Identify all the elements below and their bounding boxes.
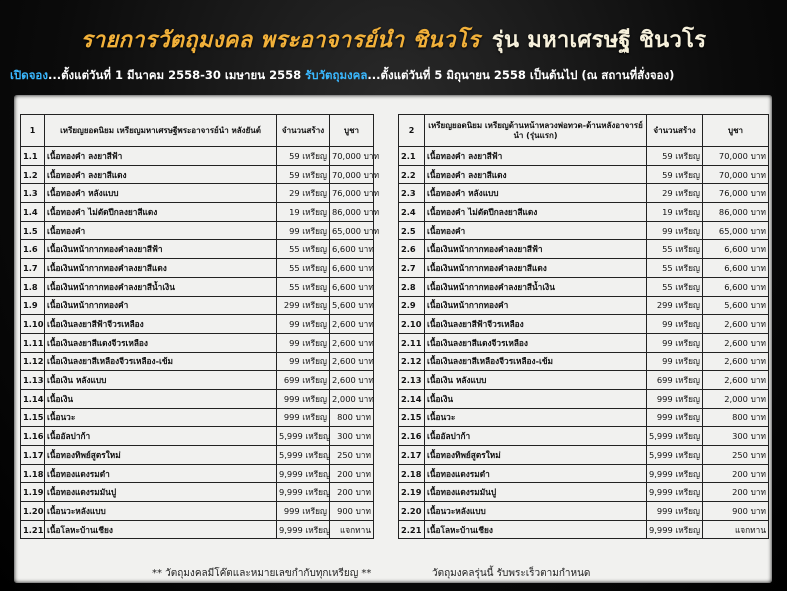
table-row — [21, 259, 374, 278]
item-quantity: 9,999 เหรียญ — [647, 520, 703, 539]
item-price: 800 บาท — [703, 408, 769, 427]
item-name: เนื้อเงินหน้ากากทองคำลงยาสีฟ้า — [425, 240, 647, 259]
row-number: 2.1 — [399, 147, 425, 166]
item-name: เนื้อเงินลงยาสีฟ้าจีวรเหลือง — [425, 315, 647, 334]
item-quantity: 29 เหรียญ — [277, 184, 330, 203]
item-price: 6,600 บาท — [703, 240, 769, 259]
table-row — [21, 165, 374, 184]
table-row — [21, 240, 374, 259]
qty-column-header: จำนวนสร้าง — [277, 115, 330, 147]
table-row — [21, 520, 374, 539]
price-table-2 — [398, 114, 769, 539]
row-number: 1.21 — [21, 520, 45, 539]
item-price: 300 บาท — [330, 427, 374, 446]
item-quantity: 19 เหรียญ — [647, 203, 703, 222]
footer-note-right: วัตถุมงคลรุ่นนี้ รับพระเร็วตามกำหนด — [432, 568, 591, 579]
item-quantity: 9,999 เหรียญ — [277, 520, 330, 539]
table-header-row — [21, 115, 374, 147]
item-price: 200 บาท — [703, 483, 769, 502]
item-name: เนื้อทองคำ — [425, 221, 647, 240]
item-quantity: 99 เหรียญ — [647, 352, 703, 371]
row-number: 2.21 — [399, 520, 425, 539]
row-number: 1.5 — [21, 221, 45, 240]
row-number: 2.11 — [399, 333, 425, 352]
table-row — [399, 502, 769, 521]
row-number: 2.13 — [399, 371, 425, 390]
item-quantity: 99 เหรียญ — [647, 333, 703, 352]
table-row — [21, 315, 374, 334]
item-quantity: 55 เหรียญ — [277, 240, 330, 259]
item-price: แจกทาน — [330, 520, 374, 539]
table-row — [21, 352, 374, 371]
item-name: เนื้อเงินหน้ากากทองคำ — [425, 296, 647, 315]
item-quantity: 5,999 เหรียญ — [277, 427, 330, 446]
item-price: แจกทาน — [703, 520, 769, 539]
table-row — [399, 352, 769, 371]
table-row — [21, 277, 374, 296]
row-number: 1.12 — [21, 352, 45, 371]
item-name: เนื้อทองทิพย์สูตรใหม่ — [45, 446, 277, 465]
title-series: รุ่น มหาเศรษฐี ชินวโร — [491, 28, 707, 53]
item-name: เนื้อนวะ — [425, 408, 647, 427]
row-number: 2.2 — [399, 165, 425, 184]
row-number: 1.6 — [21, 240, 45, 259]
item-price: 5,600 บาท — [703, 296, 769, 315]
item-name: เนื้อเงินหน้ากากทองคำลงยาสีน้ำเงิน — [45, 277, 277, 296]
item-name: เนื้อทองแดงรมมันปู — [45, 483, 277, 502]
item-quantity: 99 เหรียญ — [277, 221, 330, 240]
row-number: 1.18 — [21, 464, 45, 483]
item-name: เนื้อทองคำ — [45, 221, 277, 240]
item-name: เนื้อเงินลงยาสีเหลืองจีวรเหลือง-เข้ม — [45, 352, 277, 371]
table-row — [399, 371, 769, 390]
item-price: 6,600 บาท — [330, 277, 374, 296]
item-price: 900 บาท — [703, 502, 769, 521]
item-price: 200 บาท — [703, 464, 769, 483]
table-row — [21, 483, 374, 502]
item-quantity: 5,999 เหรียญ — [647, 446, 703, 465]
page-title — [0, 22, 787, 57]
item-price: 2,000 บาท — [330, 389, 374, 408]
item-quantity: 99 เหรียญ — [647, 221, 703, 240]
item-quantity: 9,999 เหรียญ — [277, 483, 330, 502]
row-number: 1.16 — [21, 427, 45, 446]
item-name: เนื้ออัลปาก้า — [425, 427, 647, 446]
item-name: เนื้อทองคำ ลงยาสีฟ้า — [425, 147, 647, 166]
table-row — [399, 483, 769, 502]
row-number: 1.11 — [21, 333, 45, 352]
item-price: 70,000 บาท — [330, 165, 374, 184]
item-price: 6,600 บาท — [330, 259, 374, 278]
table-row — [399, 464, 769, 483]
table-heading: เหรียญยอดนิยม เหรียญมหาเศรษฐีพระอาจารย์นำ หลังยันต์ — [45, 115, 277, 147]
item-name: เนื้อเงินหน้ากากทองคำลงยาสีฟ้า — [45, 240, 277, 259]
item-quantity: 5,999 เหรียญ — [277, 446, 330, 465]
item-name: เนื้อเงินลงยาสีเหลืองจีวรเหลือง-เข้ม — [425, 352, 647, 371]
item-quantity: 299 เหรียญ — [277, 296, 330, 315]
table-row — [399, 427, 769, 446]
row-number: 2.17 — [399, 446, 425, 465]
item-price: 200 บาท — [330, 464, 374, 483]
row-number: 1.20 — [21, 502, 45, 521]
open-dates: ...ตั้งแต่วันที่ 1 มีนาคม 2558-30 เมษายน 2558 — [47, 68, 302, 82]
item-price: 250 บาท — [330, 446, 374, 465]
table-row — [21, 371, 374, 390]
table-row — [399, 333, 769, 352]
row-number: 1.2 — [21, 165, 45, 184]
row-number: 1.9 — [21, 296, 45, 315]
table-heading: เหรียญยอดนิยม เหรียญด้านหน้าหลวงพ่อทวด-ด้านหลังอาจารย์นำ (รุ่นแรก) — [425, 115, 647, 147]
item-name: เนื้อทองคำ ไม่ตัดปีกลงยาสีแดง — [425, 203, 647, 222]
item-quantity: 29 เหรียญ — [647, 184, 703, 203]
item-price: 2,600 บาท — [703, 352, 769, 371]
item-name: เนื้อโลหะบ้านเชียง — [45, 520, 277, 539]
table-row — [399, 184, 769, 203]
row-number: 2.3 — [399, 184, 425, 203]
table-row — [21, 464, 374, 483]
row-number: 1.4 — [21, 203, 45, 222]
item-quantity: 59 เหรียญ — [647, 147, 703, 166]
table-row — [21, 147, 374, 166]
item-price: 76,000 บาท — [703, 184, 769, 203]
item-quantity: 99 เหรียญ — [277, 352, 330, 371]
item-name: เนื้อเงิน — [425, 389, 647, 408]
row-number: 1.19 — [21, 483, 45, 502]
footer-note-left: ** วัตถุมงคลมีโค๊ตและหมายเลขกำกับทุกเหรียญ ** — [152, 568, 372, 579]
row-number: 1.10 — [21, 315, 45, 334]
item-price: 200 บาท — [330, 483, 374, 502]
item-price: 6,600 บาท — [703, 277, 769, 296]
row-number: 1.15 — [21, 408, 45, 427]
item-price: 65,000 บาท — [330, 221, 374, 240]
item-quantity: 59 เหรียญ — [647, 165, 703, 184]
item-name: เนื้อเงินลงยาสีฟ้าจีวรเหลือง — [45, 315, 277, 334]
receive-dates: ...ตั้งแต่วันที่ 5 มิถุนายน 2558 เป็นต้นไป (ณ สถานที่สั่งจอง) — [367, 68, 675, 82]
row-number: 2.20 — [399, 502, 425, 521]
item-quantity: 9,999 เหรียญ — [647, 464, 703, 483]
row-number: 2.14 — [399, 389, 425, 408]
item-quantity: 59 เหรียญ — [277, 165, 330, 184]
table-row — [399, 389, 769, 408]
item-name: เนื้อทองทิพย์สูตรใหม่ — [425, 446, 647, 465]
table-row — [399, 240, 769, 259]
title-main: รายการวัตถุมงคล พระอาจารย์นำ ชินวโร — [80, 28, 480, 53]
item-price: 800 บาท — [330, 408, 374, 427]
table-row — [21, 389, 374, 408]
table-header-row — [399, 115, 769, 147]
item-price: 2,600 บาท — [330, 333, 374, 352]
item-quantity: 699 เหรียญ — [647, 371, 703, 390]
item-name: เนื้อโลหะบ้านเชียง — [425, 520, 647, 539]
table-row — [21, 427, 374, 446]
row-number: 2.10 — [399, 315, 425, 334]
row-number: 1.17 — [21, 446, 45, 465]
item-price: 2,600 บาท — [330, 315, 374, 334]
row-number: 2.7 — [399, 259, 425, 278]
price-column-header: บูชา — [330, 115, 374, 147]
item-price: 2,600 บาท — [703, 333, 769, 352]
item-name: เนื้อทองคำ หลังแบบ — [45, 184, 277, 203]
row-number: 2.19 — [399, 483, 425, 502]
price-column-header: บูชา — [703, 115, 769, 147]
item-name: เนื้อทองคำ ลงยาสีฟ้า — [45, 147, 277, 166]
item-name: เนื้อนวะ — [45, 408, 277, 427]
table-row — [399, 259, 769, 278]
table-row — [399, 277, 769, 296]
row-number: 2.8 — [399, 277, 425, 296]
item-name: เนื้อเงิน หลังแบบ — [45, 371, 277, 390]
row-number: 1.14 — [21, 389, 45, 408]
table-row — [399, 520, 769, 539]
item-quantity: 699 เหรียญ — [277, 371, 330, 390]
row-number: 1.3 — [21, 184, 45, 203]
row-number: 1.8 — [21, 277, 45, 296]
item-price: 5,600 บาท — [330, 296, 374, 315]
item-name: เนื้อทองแดงรมดำ — [45, 464, 277, 483]
table-row — [399, 296, 769, 315]
item-quantity: 55 เหรียญ — [277, 277, 330, 296]
row-number: 2.15 — [399, 408, 425, 427]
item-price: 2,000 บาท — [703, 389, 769, 408]
row-number: 2.5 — [399, 221, 425, 240]
item-quantity: 999 เหรียญ — [647, 502, 703, 521]
item-name: เนื้อทองคำ ลงยาสีแดง — [425, 165, 647, 184]
table-row — [21, 203, 374, 222]
open-label: เปิดจอง — [10, 68, 48, 82]
table-row — [21, 184, 374, 203]
item-name: เนื้ออัลปาก้า — [45, 427, 277, 446]
table-row — [399, 203, 769, 222]
item-price: 70,000 บาท — [330, 147, 374, 166]
item-price: 86,000 บาท — [703, 203, 769, 222]
item-price: 2,600 บาท — [330, 352, 374, 371]
item-quantity: 999 เหรียญ — [647, 408, 703, 427]
item-quantity: 99 เหรียญ — [647, 315, 703, 334]
item-quantity: 99 เหรียญ — [277, 315, 330, 334]
item-name: เนื้อทองแดงรมดำ — [425, 464, 647, 483]
row-number: 2.16 — [399, 427, 425, 446]
item-name: เนื้อทองแดงรมมันปู — [425, 483, 647, 502]
item-price: 65,000 บาท — [703, 221, 769, 240]
item-name: เนื้อทองคำ หลังแบบ — [425, 184, 647, 203]
item-price: 86,000 บาท — [330, 203, 374, 222]
item-quantity: 19 เหรียญ — [277, 203, 330, 222]
table-row — [21, 446, 374, 465]
item-name: เนื้อเงินลงยาสีแดงจีวรเหลือง — [425, 333, 647, 352]
item-quantity: 59 เหรียญ — [277, 147, 330, 166]
item-name: เนื้อทองคำ ลงยาสีแดง — [45, 165, 277, 184]
item-price: 70,000 บาท — [703, 165, 769, 184]
item-price: 6,600 บาท — [330, 240, 374, 259]
item-price: 6,600 บาท — [703, 259, 769, 278]
table-row — [21, 296, 374, 315]
row-number: 2.12 — [399, 352, 425, 371]
price-table-1 — [20, 114, 380, 539]
row-number: 2.18 — [399, 464, 425, 483]
table-row — [399, 221, 769, 240]
item-quantity: 999 เหรียญ — [277, 502, 330, 521]
item-name: เนื้อนวะหลังแบบ — [45, 502, 277, 521]
item-quantity: 55 เหรียญ — [277, 259, 330, 278]
item-name: เนื้อเงิน หลังแบบ — [425, 371, 647, 390]
item-name: เนื้อเงินหน้ากากทองคำลงยาสีน้ำเงิน — [425, 277, 647, 296]
item-quantity: 999 เหรียญ — [277, 408, 330, 427]
row-number: 1.1 — [21, 147, 45, 166]
row-number: 2.4 — [399, 203, 425, 222]
item-price: 2,600 บาท — [330, 371, 374, 390]
item-quantity: 99 เหรียญ — [277, 333, 330, 352]
item-quantity: 999 เหรียญ — [647, 389, 703, 408]
item-price: 300 บาท — [703, 427, 769, 446]
table-number: 2 — [399, 115, 425, 147]
item-name: เนื้อเงินหน้ากากทองคำลงยาสีแดง — [45, 259, 277, 278]
table-row — [399, 147, 769, 166]
item-name: เนื้อเงินหน้ากากทองคำ — [45, 296, 277, 315]
item-price: 2,600 บาท — [703, 371, 769, 390]
item-price: 2,600 บาท — [703, 315, 769, 334]
item-name: เนื้อเงินลงยาสีแดงจีวรเหลือง — [45, 333, 277, 352]
table-row — [399, 165, 769, 184]
item-quantity: 55 เหรียญ — [647, 277, 703, 296]
item-quantity: 55 เหรียญ — [647, 259, 703, 278]
table-row — [21, 333, 374, 352]
item-quantity: 55 เหรียญ — [647, 240, 703, 259]
row-number: 2.6 — [399, 240, 425, 259]
receive-label: รับวัตถุมงคล — [305, 68, 368, 82]
row-number: 1.7 — [21, 259, 45, 278]
item-name: เนื้อทองคำ ไม่ตัดปีกลงยาสีแดง — [45, 203, 277, 222]
table-number: 1 — [21, 115, 45, 147]
item-quantity: 299 เหรียญ — [647, 296, 703, 315]
item-name: เนื้อเงินหน้ากากทองคำลงยาสีแดง — [425, 259, 647, 278]
table-row — [21, 221, 374, 240]
row-number: 1.13 — [21, 371, 45, 390]
item-quantity: 9,999 เหรียญ — [647, 483, 703, 502]
item-quantity: 5,999 เหรียญ — [647, 427, 703, 446]
row-number: 2.9 — [399, 296, 425, 315]
item-price: 250 บาท — [703, 446, 769, 465]
table-row — [399, 408, 769, 427]
table-row — [21, 408, 374, 427]
qty-column-header: จำนวนสร้าง — [647, 115, 703, 147]
table-row — [399, 315, 769, 334]
item-price: 900 บาท — [330, 502, 374, 521]
item-quantity: 9,999 เหรียญ — [277, 464, 330, 483]
booking-dates — [10, 67, 785, 85]
item-price: 70,000 บาท — [703, 147, 769, 166]
item-price: 76,000 บาท — [330, 184, 374, 203]
table-row — [21, 502, 374, 521]
item-quantity: 999 เหรียญ — [277, 389, 330, 408]
table-row — [399, 446, 769, 465]
item-name: เนื้อเงิน — [45, 389, 277, 408]
item-name: เนื้อนวะหลังแบบ — [425, 502, 647, 521]
